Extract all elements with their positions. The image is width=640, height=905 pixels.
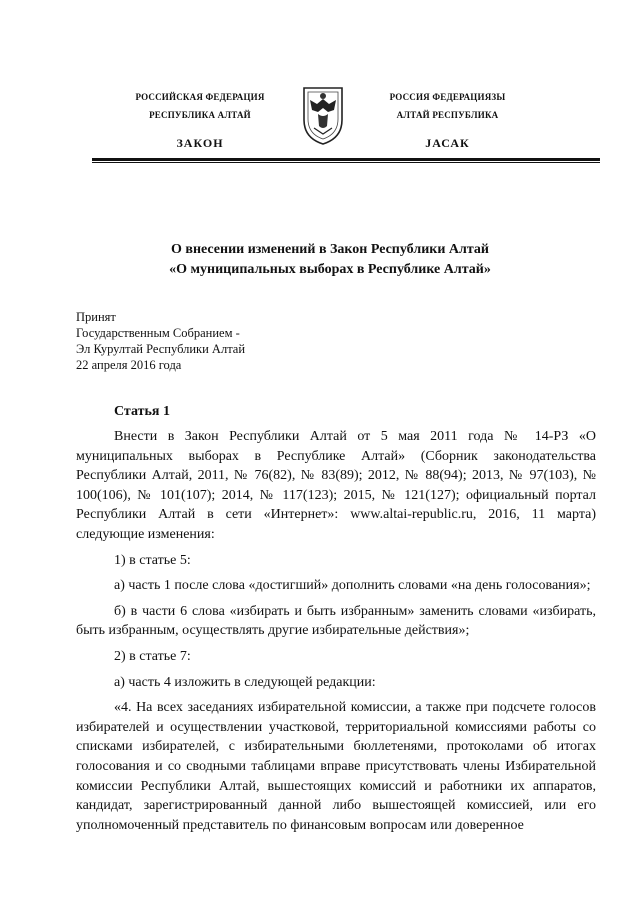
document-title <box>80 240 580 280</box>
article-paragraph: «4. На всех заседаниях избирательной комиссии, а также при подсчете голосов избирателей и осуществлении участковой, территориальной комиссиями работы со списками избирателей, с избирательными бюллетенями, протоколами об итогах голосования и со сводными таблицами вправе присутствовать члены Избирательной комиссии Республики Алтай, вышестоящих комиссий и работники их аппаратов, кандидат, зарегистрированный данной либо вышестоящей комиссией, или его уполномоченный представитель по финансовым вопросам или доверенное <box>76 700 596 833</box>
adoption-date: 22 апреля 2016 года <box>76 358 182 372</box>
article-paragraph: а) часть 1 после слова «достигший» дополнить словами «на день голосования»; <box>114 578 591 594</box>
article-body <box>76 427 596 835</box>
header-divider-thick <box>92 158 600 161</box>
document-title-line2: «О муниципальных выборах в Республике Алтай» <box>169 262 491 277</box>
header-right-law-label: JАСАК <box>425 136 470 150</box>
header-left-block <box>100 88 300 152</box>
adoption-line3: Эл Курултай Республики Алтай <box>76 342 246 356</box>
coat-of-arms-emblem-icon <box>300 84 346 146</box>
article-paragraph: а) часть 4 изложить в следующей редакции: <box>114 674 376 690</box>
document-title-line1: О внесении изменений в Закон Республики Алтай <box>171 242 489 257</box>
header-right-country: РОССИЯ ФЕДЕРАЦИЯЗЫ <box>389 92 506 102</box>
article-paragraph: б) в части 6 слова «избирать и быть избранным» заменить словами «избирать, быть избранным, осуществлять другие избирательные действия»; <box>76 603 596 639</box>
header-divider-thin <box>92 162 600 163</box>
adoption-line1: Принят <box>76 310 116 324</box>
article-heading: Статья 1 <box>114 404 170 419</box>
article-paragraph: Внести в Закон Республики Алтай от 5 мая 2011 года № 14-РЗ «О муниципальных выборах в Республике Алтай» (Сборник законодательства Республики Алтай, 2011, № 76(82), № 83(89); 2012, № 88(94); 2013, № 97(103), № 100(106), № 101(107); 2014, № 117(123); 2015, № 121(127); официальный портал Республики Алтай в сети «Интернет»: www.altai-republic.ru, 2016, 11 марта) следующие изменения: <box>76 429 596 542</box>
adoption-line2: Государственным Собранием - <box>76 326 240 340</box>
header-left-law-label: ЗАКОН <box>176 136 224 150</box>
header-right-block <box>350 88 545 152</box>
header-left-republic: РЕСПУБЛИКА АЛТАЙ <box>149 110 251 120</box>
adoption-block <box>76 309 245 373</box>
header-right-republic: АЛТАЙ РЕСПУБЛИКА <box>396 110 499 120</box>
header-left-country: РОССИЙСКАЯ ФЕДЕРАЦИЯ <box>135 92 265 102</box>
article-paragraph: 1) в статье 5: <box>114 552 191 568</box>
article-paragraph: 2) в статье 7: <box>114 648 191 664</box>
